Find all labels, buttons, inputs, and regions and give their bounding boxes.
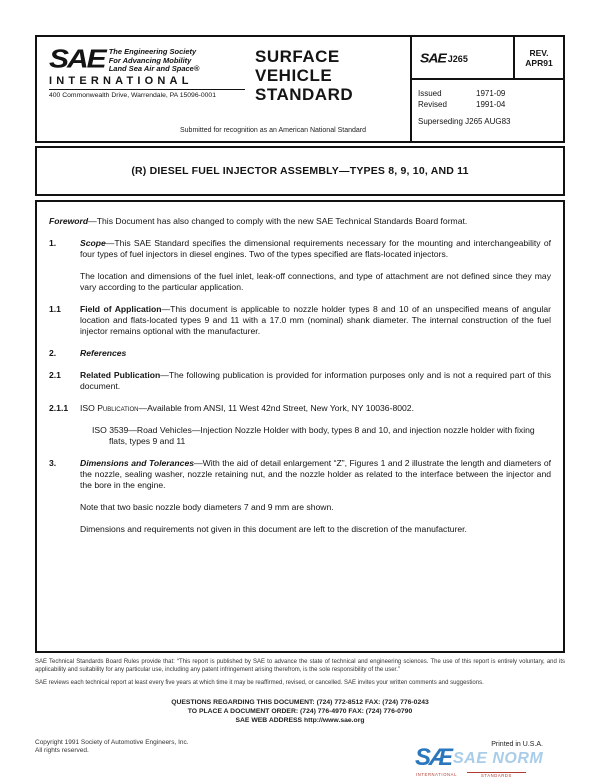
- section-label: Foreword: [49, 216, 89, 226]
- copyright-line-2: All rights reserved.: [35, 746, 89, 754]
- paragraph-2-1: [49, 370, 551, 392]
- rev-date: APR91: [525, 57, 553, 68]
- section-text: ISO 3539—Road Vehicles—Injection Nozzle Holder with body, types 8 and 10, and injection nozzle holder with fixing flats, types 9 and 11: [92, 425, 535, 446]
- section-label: Field of Application: [80, 304, 162, 314]
- section-text: —This SAE Standard specifies the dimensional requirements necessary for the mounting and interchangeability of four types of fuel injectors in diesel engines. Two of the types specified are flats-located injectors.: [80, 238, 551, 259]
- document-number: J265: [447, 54, 468, 64]
- paragraph-2: [49, 271, 551, 293]
- revised-row: [418, 99, 557, 110]
- sae-address: 400 Commonwealth Drive, Warrendale, PA 15096-0001: [49, 91, 216, 99]
- document-type-heading: [255, 47, 353, 104]
- watermark-sae-logo: SÆ: [415, 743, 452, 771]
- watermark-standards: STANDARDS: [467, 772, 526, 778]
- title-band: [35, 146, 565, 196]
- rev-label: REV.: [529, 47, 549, 58]
- section-text: —The following publication is provided for information purposes only and is not a required part of this document.: [80, 370, 551, 391]
- contact-orders: TO PLACE A DOCUMENT ORDER: (724) 776-4970 FAX: (724) 776-0790: [187, 707, 413, 715]
- international-label: INTERNATIONAL: [49, 74, 193, 87]
- paragraph-3: [49, 458, 551, 491]
- section-body: [80, 502, 551, 513]
- section-label: Dimensions and Tolerances: [80, 458, 195, 468]
- section-number: [49, 502, 80, 513]
- superseding-note: Superseding J265 AUG83: [418, 117, 511, 126]
- section-text: The location and dimensions of the fuel inlet, leak-off connections, and type of attachment are not defined since they may vary according to the particular application.: [80, 271, 551, 292]
- section-label: References: [80, 348, 127, 358]
- paragraph-7: [49, 425, 551, 447]
- sae-code-logo: SAE: [420, 50, 446, 65]
- section-body: [80, 458, 551, 491]
- contact-questions: QUESTIONS REGARDING THIS DOCUMENT: (724) 772-8512 FAX: (724) 776-0243: [171, 698, 429, 706]
- legal-notice-2: SAE reviews each technical report at least every five years at which time it may be reaffirmed, revised, or cancelled. SAE invites your written comments and suggestions.: [35, 680, 484, 686]
- paragraph-9: [49, 502, 551, 513]
- copyright-line-1: Copyright 1991 Society of Automotive Engineers, Inc.: [35, 738, 189, 746]
- revision-badge: [515, 37, 563, 78]
- section-number: 2.1: [49, 370, 61, 380]
- doc-type-line-3: STANDARD: [255, 85, 354, 104]
- revised-label: Revised: [418, 100, 447, 109]
- section-body: [80, 238, 551, 260]
- contact-web-address: SAE WEB ADDRESS http://www.sae.org: [235, 716, 365, 724]
- section-body: [49, 216, 551, 227]
- logo-divider: [49, 89, 245, 90]
- paragraph-1-1: [49, 304, 551, 337]
- issued-label: Issued: [418, 89, 442, 98]
- printed-in-usa: Printed in U.S.A.: [491, 740, 543, 748]
- section-text: Note that two basic nozzle body diameters 7 and 9 mm are shown.: [80, 502, 334, 512]
- header-info-column: [410, 37, 563, 141]
- document-title: (R) DIESEL FUEL INJECTOR ASSEMBLY—TYPES 8, 9, 10, AND 11: [131, 165, 469, 177]
- section-number: 3.: [49, 458, 57, 468]
- section-number: 1.: [49, 238, 57, 248]
- section-body: [80, 304, 551, 337]
- legal-notice-1: SAE Technical Standards Board Rules provide that: “This report is published by SAE to advance the state of technical and engineering sciences. The use of this report is entirely voluntary, and its applicability and suitability for any particular use, including any patent infringement arising therefrom, is the sole responsibility of the user.”: [35, 659, 565, 673]
- paragraph-10: [49, 524, 551, 535]
- section-text: —With the aid of detail enlargement “Z”, Figures 1 and 2 illustrate the length and diameters of the nozzle, sealing washer, nozzle retaining nut, and the nozzle holder as related to the interface between the injector and the bore in the engine.: [80, 458, 551, 490]
- paragraph-2: [49, 348, 551, 359]
- section-body: [80, 370, 551, 392]
- tagline-line-3: Land Sea Air and Space®: [108, 64, 200, 73]
- section-label: Related Publication: [80, 370, 161, 380]
- doc-type-line-1: SURFACE: [255, 47, 340, 66]
- tagline-line-1: The Engineering Society: [108, 47, 197, 56]
- section-text: —This document is applicable to nozzle holder types 8 and 10 of an unspecified means of angular location and flats-located types 9 and 11 with a 17.0 mm (nominal) shank diameter. The internal construction of the fuel injector remains optional with the manufacturer.: [80, 304, 551, 336]
- section-text: —This Document has also changed to comply with the new SAE Technical Standards Board format.: [88, 216, 468, 226]
- watermark-international: INTERNATIONAL: [416, 771, 457, 777]
- paragraph-1: [49, 238, 551, 260]
- paragraph-list: [49, 216, 551, 535]
- tagline-line-2: For Advancing Mobility: [108, 55, 192, 65]
- document-body: [35, 200, 565, 653]
- section-number: 2.1.1: [49, 403, 69, 413]
- paragraph-0: [49, 216, 551, 227]
- issue-history: [412, 80, 563, 127]
- watermark-name: SAE NORM: [453, 749, 544, 767]
- copyright-notice: [35, 739, 189, 755]
- revised-date: 1991-04: [476, 100, 506, 109]
- section-body: [80, 403, 551, 414]
- issued-date: 1971-09: [476, 89, 506, 98]
- section-number: [49, 271, 80, 293]
- section-body: [80, 348, 551, 359]
- issued-row: [418, 88, 557, 99]
- section-label: Scope: [80, 238, 106, 248]
- sae-logo-block: [49, 47, 259, 99]
- sae-tagline: [109, 48, 200, 74]
- section-body: [80, 524, 551, 535]
- section-body: [80, 271, 551, 293]
- doc-type-line-2: VEHICLE: [255, 66, 333, 85]
- section-number: 2.: [49, 348, 57, 358]
- section-number: [49, 524, 80, 535]
- paragraph-2-1-1: [49, 403, 551, 414]
- document-code: [412, 37, 515, 78]
- document-header: [35, 35, 565, 143]
- sae-logo: SAE: [49, 45, 105, 74]
- section-label: ISO Publication: [80, 403, 139, 413]
- section-body: [92, 425, 551, 447]
- contact-block: [35, 698, 565, 725]
- section-text: Dimensions and requirements not given in this document are left to the discretion of the manufacturer.: [80, 524, 467, 534]
- section-text: —Available from ANSI, 11 West 42nd Street, New York, NY 10036-8002.: [138, 403, 414, 413]
- section-number: 1.1: [49, 304, 61, 314]
- document-footer: [35, 659, 565, 784]
- submitted-note: Submitted for recognition as an American National Standard: [180, 127, 366, 134]
